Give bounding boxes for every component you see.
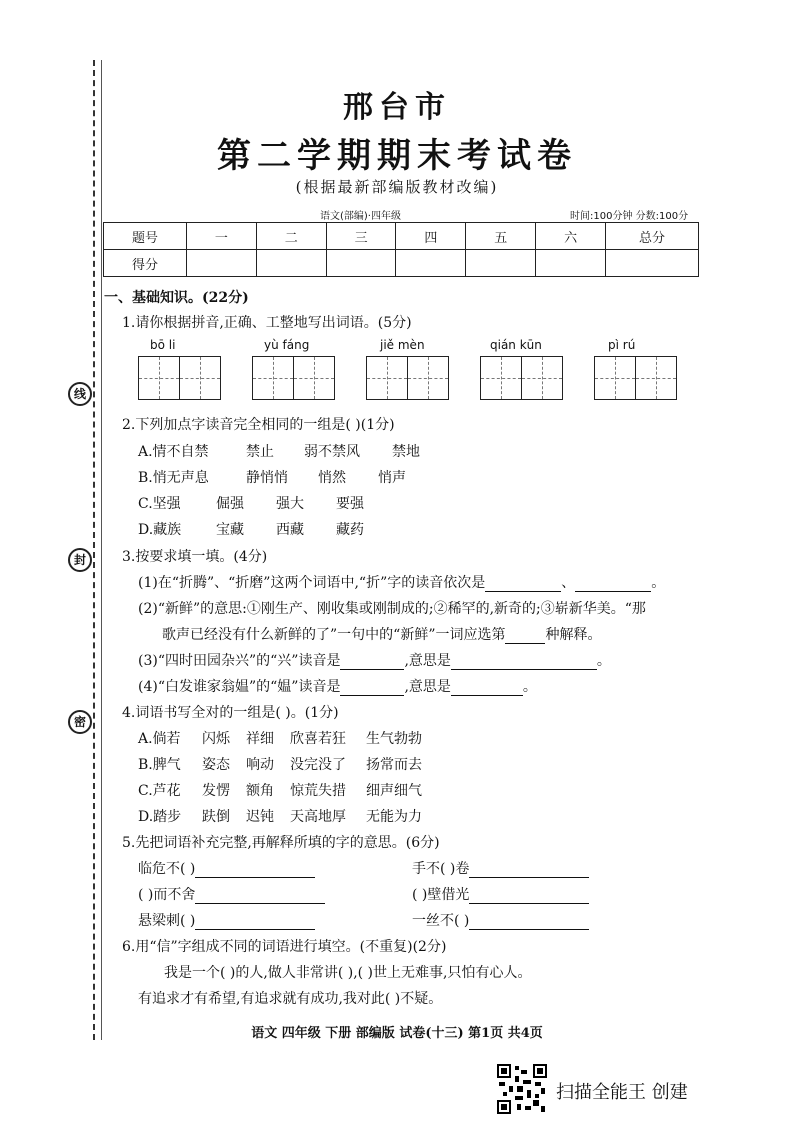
separator: 、 [561,575,576,591]
q3-sub2-line1: (2)“新鲜”的意思:①刚生产、刚收集或刚制成的;②稀罕的,新奇的;③崭新华美。“那 [138,601,646,617]
answer-blank[interactable] [195,915,315,930]
q3-sub2-text: 歌声已经没有什么新鲜的了”一句中的“新鲜”一词应选第 [162,627,506,643]
q2-text: 2.下列加点字读音完全相同的一组是( )(1分) [122,417,395,433]
q4-option-a-1: A.倘若 [138,731,181,747]
q5-item-5 [138,910,315,930]
answer-blank[interactable] [469,889,589,904]
score-cell: 三 [326,223,396,250]
score-input-cell[interactable] [187,250,257,277]
scanner-watermark: 扫描全能王 创建 [556,1082,688,1103]
q3-sub2-end: 种解释。 [545,627,602,643]
binding-seal-feng: 封 [68,548,92,572]
score-cell: 题号 [104,223,187,250]
q2-option-c-2: 倔强 [216,496,244,512]
score-table [103,222,699,277]
score-cell: 四 [396,223,466,250]
tianzige-4[interactable] [480,356,561,400]
q5-item-text: ( )壁借光 [412,887,470,903]
score-cell: 二 [256,223,326,250]
pinyin-2: yù fáng [264,338,310,352]
q4-option-b-3: 响动 [246,757,274,773]
q4-option-a-5: 生气勃勃 [366,731,422,747]
binding-dashed-line [93,60,95,1040]
q6-text: 6.用“信”字组成不同的词语进行填空。(不重复)(2分) [122,939,447,955]
score-input-cell[interactable] [536,250,606,277]
tianzige-2[interactable] [252,356,333,400]
q3-sub3 [138,650,611,670]
pinyin-1: bō li [150,338,176,352]
q2-option-c-1: C.坚强 [138,496,181,512]
score-table-header-row [104,223,699,250]
q5-item-2 [412,858,589,878]
q6-line1: 我是一个( )的人,做人非常讲( ),( )世上无难事,只怕有心人。 [164,965,532,981]
tianzige-1[interactable] [138,356,219,400]
score-cell: 总分 [606,223,699,250]
q4-option-d-4: 天高地厚 [290,809,346,825]
q2-option-b-4: 悄声 [378,470,406,486]
q2-option-b-1: B.悄无声息 [138,470,209,486]
q4-option-d-2: 趺倒 [202,809,230,825]
score-input-cell[interactable] [396,250,466,277]
q4-option-a-2: 闪烁 [202,731,230,747]
subject-label: 语文(部编)·四年级 [320,211,401,222]
q4-option-c-1: C.芦花 [138,783,181,799]
score-input-cell[interactable] [606,250,699,277]
q2-option-d-4: 藏药 [336,522,364,538]
period: 。 [522,679,537,695]
q5-item-text: 临危不( ) [138,861,196,877]
q4-option-b-5: 扬常而去 [366,757,422,773]
q2-option-b-3: 悄然 [318,470,346,486]
answer-blank[interactable] [469,915,589,930]
q4-option-c-3: 额角 [246,783,274,799]
period: 。 [651,575,666,591]
q4-option-a-4: 欣喜若狂 [290,731,346,747]
time-score-label: 时间:100分钟 分数:100分 [570,211,689,222]
pinyin-3: jiě mèn [380,338,425,352]
q2-option-d-2: 宝藏 [216,522,244,538]
q3-sub2-line2 [162,624,601,644]
binding-seal-xian: 线 [68,382,92,406]
q2-option-a-2: 禁止 [246,444,274,460]
answer-blank[interactable] [451,681,523,696]
q4-option-d-5: 无能为力 [366,809,422,825]
answer-blank[interactable] [195,863,315,878]
score-cell: 得分 [104,250,187,277]
q4-option-b-1: B.脾气 [138,757,181,773]
q4-text: 4.词语书写全对的一组是( )。(1分) [122,705,339,721]
tianzige-5[interactable] [594,356,675,400]
q2-option-a-3: 弱不禁风 [304,444,360,460]
q2-option-d-3: 西藏 [276,522,304,538]
q4-option-c-4: 惊荒失措 [290,783,346,799]
score-cell: 一 [187,223,257,250]
city-title: 邢台市 [343,90,451,125]
q3-sub4-mid: ,意思是 [404,679,451,695]
q3-sub4 [138,676,537,696]
q5-item-4 [412,884,589,904]
answer-blank[interactable] [195,889,325,904]
q5-item-text: 悬梁刺( ) [138,913,196,929]
q3-sub1 [138,572,665,592]
q2-option-a-1: A.情不自禁 [138,444,209,460]
score-table-score-row [104,250,699,277]
answer-blank[interactable] [451,655,597,670]
tianzige-3[interactable] [366,356,447,400]
q4-option-a-3: 祥细 [246,731,274,747]
q2-option-c-3: 强大 [276,496,304,512]
q4-option-d-3: 迟钝 [246,809,274,825]
answer-blank[interactable] [505,629,545,644]
q4-option-b-4: 没完没了 [290,757,346,773]
q6-line2: 有追求才有希望,有追求就有成功,我对此( )不疑。 [138,991,443,1007]
exam-subtitle: (根据最新部编版教材改编) [295,178,499,196]
score-cell: 五 [466,223,536,250]
q2-option-b-2: 静悄悄 [246,470,288,486]
q5-text: 5.先把词语补充完整,再解释所填的字的意思。(6分) [122,835,440,851]
section1-heading: 一、基础知识。(22分) [104,290,249,306]
q5-item-text: 一丝不( ) [412,913,470,929]
q3-text: 3.按要求填一填。(4分) [122,549,268,565]
q4-option-b-2: 姿态 [202,757,230,773]
pinyin-4: qián kūn [490,338,542,352]
score-input-cell[interactable] [256,250,326,277]
q3-sub3-text: (3)“四时田园杂兴”的“兴”读音是 [138,653,341,669]
answer-blank[interactable] [485,577,561,592]
exam-title: 第二学期期末考试卷 [217,136,577,176]
binding-seal-mi: 密 [68,710,92,734]
q4-option-d-1: D.踏步 [138,809,182,825]
q1-text: 1.请你根据拼音,正确、工整地写出词语。(5分) [122,315,412,331]
answer-blank[interactable] [340,655,404,670]
q4-option-c-2: 发愣 [202,783,230,799]
q3-sub4-text: (4)“白发谁家翁媪”的“媪”读音是 [138,679,341,695]
binding-solid-line [101,60,102,1040]
score-cell: 六 [536,223,606,250]
q5-item-1 [138,858,315,878]
q2-option-c-4: 要强 [336,496,364,512]
answer-blank[interactable] [575,577,651,592]
q2-option-a-4: 禁地 [392,444,420,460]
qr-code-icon [497,1064,547,1114]
page-footer: 语文 四年级 下册 部编版 试卷(十三) 第1页 共4页 [251,1026,543,1041]
answer-blank[interactable] [469,863,589,878]
answer-blank[interactable] [340,681,404,696]
q4-option-c-5: 细声细气 [366,783,422,799]
q3-sub1-text: (1)在“折腾”、“折磨”这两个词语中,“折”字的读音依次是 [138,575,486,591]
q2-option-d-1: D.藏族 [138,522,182,538]
score-input-cell[interactable] [466,250,536,277]
q5-item-text: 手不( )卷 [412,861,470,877]
pinyin-5: pì rú [608,338,636,352]
q5-item-3 [138,884,325,904]
score-input-cell[interactable] [326,250,396,277]
q5-item-text: ( )而不舍 [138,887,196,903]
q5-item-6 [412,910,589,930]
q3-sub3-mid: ,意思是 [404,653,451,669]
period: 。 [596,653,611,669]
